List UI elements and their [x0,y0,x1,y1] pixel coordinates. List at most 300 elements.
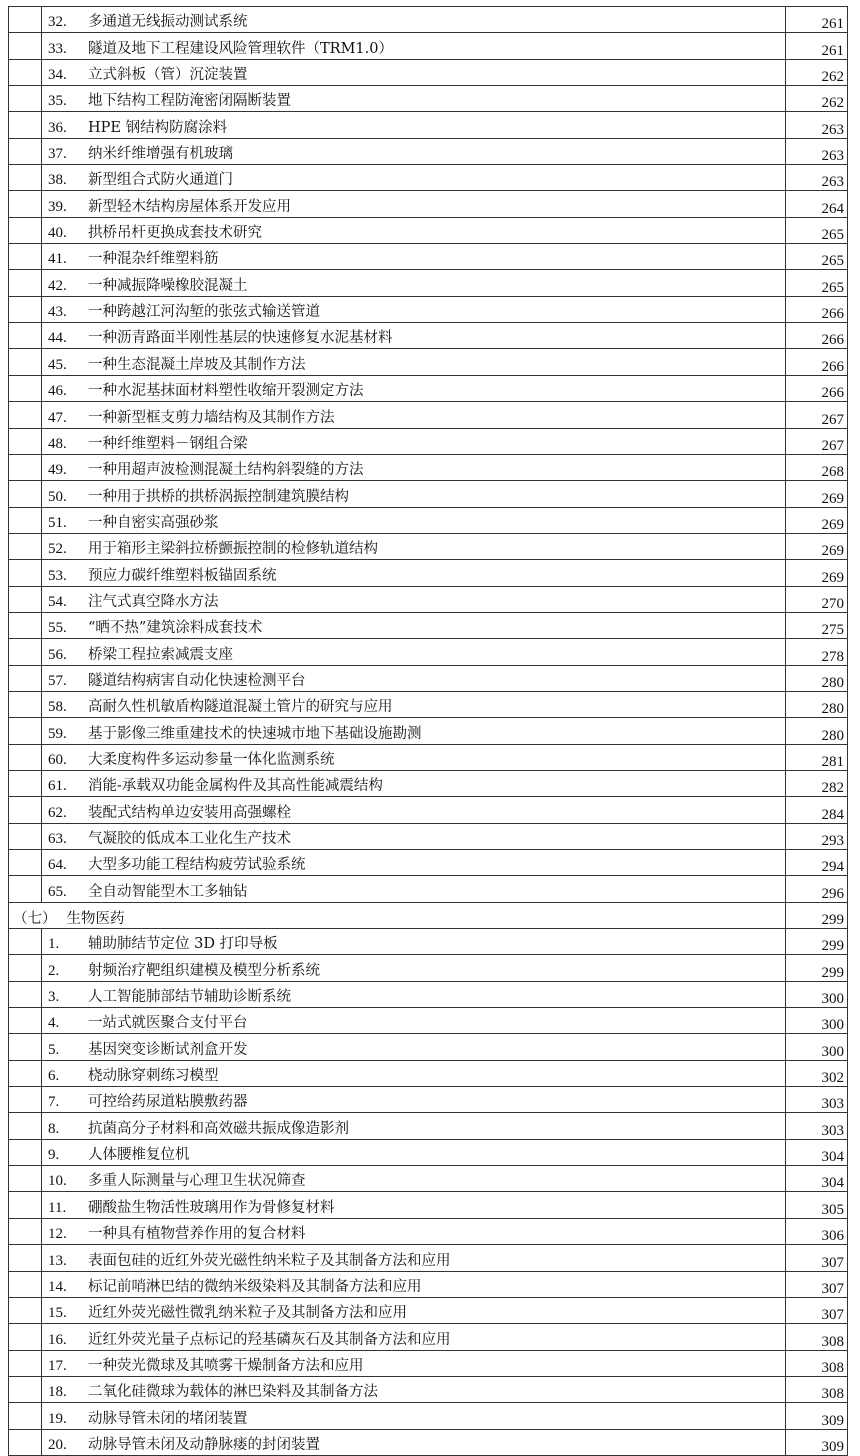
toc-entry-number: 42. [48,277,67,294]
toc-page-number: 265 [786,270,848,296]
toc-page-number: 300 [786,1034,848,1060]
toc-section-title: 生物医药 [66,910,125,927]
toc-row [9,1376,848,1402]
toc-row [9,1429,848,1455]
toc-page-number: 299 [786,929,848,955]
toc-page-number: 303 [786,1113,848,1139]
toc-indent-cell [9,296,42,322]
toc-page-number: 270 [786,586,848,612]
toc-indent-cell [9,86,42,112]
toc-indent-cell [9,1429,42,1455]
toc-entry-title: 基于影像三维重建技术的快速城市地下基础设施勘测 [88,725,422,742]
toc-entry-number: 58. [48,699,67,716]
toc-indent-cell [9,981,42,1007]
toc-row [9,1113,848,1139]
toc-entry-title: 表面包硅的近红外荧光磁性纳米粒子及其制备方法和应用 [88,1252,451,1269]
toc-indent-cell [9,33,42,59]
toc-entry-title: 一种生态混凝土岸坡及其制作方法 [88,356,306,373]
toc-page-number: 264 [786,191,848,217]
toc-entry-number: 48. [48,435,67,452]
toc-page-number: 296 [786,876,848,902]
toc-indent-cell [9,929,42,955]
toc-page-number: 278 [786,639,848,665]
toc-indent-cell [9,1324,42,1350]
toc-entry-number: 15. [48,1305,67,1322]
toc-entry-number: 13. [48,1252,67,1269]
toc-indent-cell [9,1271,42,1297]
toc-row [9,1087,848,1113]
toc-entry-number: 52. [48,541,67,558]
toc-entry-cell [42,1087,786,1113]
toc-entry-cell [42,244,786,270]
toc-entry-number: 50. [48,488,67,505]
toc-entry-title: 抗菌高分子材料和高效磁共振成像造影剂 [88,1120,349,1137]
toc-page-number: 266 [786,349,848,375]
toc-page-number: 281 [786,744,848,770]
toc-entry-cell [42,138,786,164]
toc-entry-title: 一种沥青路面半刚性基层的快速修复水泥基材料 [88,330,393,347]
toc-entry-cell [42,86,786,112]
toc-row [9,296,848,322]
toc-entry-title: 辅助肺结节定位 3D 打印导板 [88,936,278,953]
toc-entry-number: 56. [48,646,67,663]
toc-row [9,375,848,401]
toc-page-number: 304 [786,1166,848,1192]
toc-page-number: 307 [786,1271,848,1297]
toc-indent-cell [9,1166,42,1192]
toc-page-number: 307 [786,1297,848,1323]
toc-entry-cell [42,7,786,33]
toc-indent-cell [9,586,42,612]
toc-indent-cell [9,665,42,691]
toc-page-number: 300 [786,1008,848,1034]
toc-entry-cell [42,1271,786,1297]
toc-page-number: 261 [786,7,848,33]
toc-entry-title: 可控给药尿道粘膜敷药器 [88,1094,248,1111]
toc-entry-number: 40. [48,225,67,242]
toc-row [9,876,848,902]
toc-entry-title: 一种荧光微球及其喷雾干燥制备方法和应用 [88,1357,364,1374]
toc-entry-title: 二氧化硅微球为载体的淋巴染料及其制备方法 [88,1384,378,1401]
toc-entry-cell [42,1166,786,1192]
toc-indent-cell [9,481,42,507]
toc-entry-cell [42,1008,786,1034]
toc-indent-cell [9,375,42,401]
toc-entry-number: 43. [48,304,67,321]
toc-page-number: 282 [786,770,848,796]
toc-indent-cell [9,349,42,375]
toc-entry-cell [42,507,786,533]
toc-page-number: 300 [786,981,848,1007]
toc-entry-number: 10. [48,1173,67,1190]
toc-indent-cell [9,7,42,33]
toc-page-number: 302 [786,1060,848,1086]
toc-page-number: 284 [786,797,848,823]
toc-entry-number: 39. [48,198,67,215]
toc-entry-cell [42,823,786,849]
toc-entry-number: 1. [48,936,60,953]
toc-entry-cell [42,165,786,191]
toc-entry-number: 54. [48,593,67,610]
toc-indent-cell [9,560,42,586]
toc-indent-cell [9,1218,42,1244]
toc-entry-title: 硼酸盐生物活性玻璃用作为骨修复材料 [88,1199,335,1216]
toc-entry-number: 55. [48,620,67,637]
toc-entry-title: 动脉导管未闭及动静脉瘘的封闭装置 [88,1436,320,1453]
toc-entry-number: 57. [48,672,67,689]
toc-row [9,560,848,586]
toc-indent-cell [9,955,42,981]
toc-row [9,507,848,533]
toc-indent-cell [9,191,42,217]
toc-entry-cell [42,1376,786,1402]
toc-entry-number: 38. [48,172,67,189]
toc-row [9,481,848,507]
toc-row [9,323,848,349]
toc-row [9,744,848,770]
toc-row [9,217,848,243]
toc-indent-cell [9,165,42,191]
toc-row [9,1403,848,1429]
toc-entry-cell [42,1324,786,1350]
toc-indent-cell [9,612,42,638]
toc-section-label: （七） [13,910,57,927]
toc-entry-cell [42,612,786,638]
toc-entry-cell [42,33,786,59]
toc-row [9,850,848,876]
toc-indent-cell [9,1245,42,1271]
toc-row [9,165,848,191]
toc-entry-title: 桡动脉穿刺练习模型 [88,1068,219,1085]
toc-entry-cell [42,1218,786,1244]
toc-row [9,33,848,59]
toc-entry-number: 17. [48,1357,67,1374]
toc-page-number: 266 [786,296,848,322]
toc-page-number: 308 [786,1376,848,1402]
toc-entry-cell [42,270,786,296]
toc-row [9,191,848,217]
toc-indent-cell [9,533,42,559]
toc-entry-cell [42,428,786,454]
toc-entry-cell [42,323,786,349]
toc-entry-number: 63. [48,831,67,847]
toc-indent-cell [9,1192,42,1218]
toc-entry-number: 6. [48,1068,60,1085]
toc-page-number: 308 [786,1324,848,1350]
toc-entry-number: 45. [48,356,67,373]
toc-entry-title: 桥梁工程拉索减震支座 [88,646,233,663]
toc-indent-cell [9,244,42,270]
toc-entry-cell [42,191,786,217]
toc-entry-number: 46. [48,383,67,400]
toc-entry-cell [42,1403,786,1429]
toc-page-number: 267 [786,428,848,454]
toc-entry-title: 立式斜板（管）沉淀装置 [88,67,248,84]
toc-entry-number: 61. [48,778,67,795]
toc-row [9,770,848,796]
toc-entry-title: 人体腰椎复位机 [88,1147,190,1164]
toc-indent-cell [9,850,42,876]
toc-page-number: 269 [786,560,848,586]
toc-row [9,718,848,744]
toc-indent-cell [9,270,42,296]
toc-page-number: 269 [786,533,848,559]
toc-entry-number: 9. [48,1147,60,1164]
toc-page-number: 267 [786,402,848,428]
toc-entry-title: 一种水泥基抹面材料塑性收缩开裂测定方法 [88,383,364,400]
toc-indent-cell [9,691,42,717]
toc-entry-title: 注气式真空降水方法 [88,593,219,610]
toc-entry-number: 65. [48,883,67,900]
toc-entry-title: 高耐久性机敏盾构隧道混凝土管片的研究与应用 [88,699,393,716]
toc-entry-title: 标记前哨淋巴结的微纳米级染料及其制备方法和应用 [88,1278,422,1295]
toc-row [9,1060,848,1086]
toc-entry-cell [42,533,786,559]
toc-entry-title: 消能-承载双功能金属构件及其高性能减震结构 [88,778,383,795]
toc-body [9,7,848,1456]
toc-row [9,586,848,612]
toc-row [9,612,848,638]
toc-row [9,244,848,270]
toc-entry-title: 一种跨越江河沟堑的张弦式输送管道 [88,304,320,321]
toc-row [9,1034,848,1060]
toc-entry-number: 4. [48,1015,60,1032]
toc-indent-cell [9,1113,42,1139]
toc-row [9,691,848,717]
toc-indent-cell [9,1008,42,1034]
toc-page-number: 275 [786,612,848,638]
toc-entry-number: 34. [48,67,67,84]
toc-entry-title: 新型轻木结构房屋体系开发应用 [88,198,291,215]
toc-indent-cell [9,1139,42,1165]
toc-entry-number: 16. [48,1331,67,1348]
toc-indent-cell [9,1350,42,1376]
toc-entry-cell [42,296,786,322]
toc-entry-number: 53. [48,567,67,584]
toc-entry-cell [42,59,786,85]
toc-page-number: 280 [786,718,848,744]
toc-entry-title: 预应力碳纤维塑料板锚固系统 [88,567,277,584]
toc-row [9,797,848,823]
toc-page-number: 263 [786,138,848,164]
toc-indent-cell [9,138,42,164]
toc-row [9,270,848,296]
toc-entry-cell [42,1139,786,1165]
toc-page-number: 265 [786,244,848,270]
toc-page-number: 294 [786,850,848,876]
toc-indent-cell [9,112,42,138]
toc-page-number: 308 [786,1350,848,1376]
toc-indent-cell [9,876,42,902]
toc-table [8,6,848,1456]
toc-entry-cell [42,1192,786,1218]
toc-entry-cell [42,1113,786,1139]
toc-row [9,138,848,164]
toc-entry-title: 隧道及地下工程建设风险管理软件（TRM1.0） [88,40,393,57]
toc-entry-number: 20. [48,1436,67,1453]
toc-entry-cell [42,1429,786,1455]
toc-page-number: 299 [786,955,848,981]
toc-entry-title: 气凝胶的低成本工业化生产技术 [88,831,291,847]
toc-entry-cell [42,691,786,717]
toc-page-number: 266 [786,323,848,349]
toc-page-number: 293 [786,823,848,849]
toc-entry-cell [42,349,786,375]
toc-entry-number: 12. [48,1226,67,1243]
toc-entry-cell [42,481,786,507]
toc-entry-number: 62. [48,804,67,821]
toc-entry-cell [42,718,786,744]
toc-entry-title: 多通道无线振动测试系统 [88,14,248,31]
toc-page-number: 307 [786,1245,848,1271]
toc-entry-title: 隧道结构病害自动化快速检测平台 [88,672,306,689]
toc-entry-title: 射频治疗靶组织建模及模型分析系统 [88,962,320,979]
toc-entry-cell [42,1350,786,1376]
toc-entry-number: 59. [48,725,67,742]
toc-row [9,1192,848,1218]
toc-indent-cell [9,744,42,770]
toc-entry-title: 基因突变诊断试剂盒开发 [88,1041,248,1058]
toc-page-number: 309 [786,1403,848,1429]
toc-entry-title: 大型多功能工程结构疲劳试验系统 [88,857,306,874]
toc-entry-cell [42,112,786,138]
toc-page-number: 280 [786,691,848,717]
toc-entry-cell [42,375,786,401]
toc-entry-number: 14. [48,1278,67,1295]
toc-entry-title: 全自动智能型木工多轴钻 [88,883,248,900]
toc-entry-number: 47. [48,409,67,426]
toc-indent-cell [9,823,42,849]
toc-entry-cell [42,744,786,770]
toc-page-number: 280 [786,665,848,691]
toc-page-number: 265 [786,217,848,243]
toc-entry-number: 2. [48,962,60,979]
toc-entry-number: 33. [48,40,67,57]
toc-entry-cell [42,1034,786,1060]
toc-indent-cell [9,639,42,665]
toc-entry-cell [42,1245,786,1271]
toc-row [9,59,848,85]
toc-entry-cell [42,1297,786,1323]
toc-page-number: 269 [786,481,848,507]
toc-entry-title: 一种纤维塑料－钢组合梁 [88,435,248,452]
toc-indent-cell [9,507,42,533]
toc-section-page: 299 [786,902,848,928]
toc-entry-number: 8. [48,1120,60,1137]
toc-row [9,955,848,981]
toc-indent-cell [9,718,42,744]
toc-row [9,1297,848,1323]
toc-entry-title: 纳米纤维增强有机玻璃 [88,146,233,163]
toc-entry-title: 一种减振降噪橡胶混凝土 [88,277,248,294]
toc-entry-title: 地下结构工程防淹密闭隔断装置 [88,93,291,110]
toc-entry-cell [42,850,786,876]
toc-page-number: 261 [786,33,848,59]
toc-row [9,1324,848,1350]
toc-row [9,665,848,691]
toc-entry-title: 新型组合式防火通道门 [88,172,233,189]
toc-indent-cell [9,323,42,349]
toc-row [9,1245,848,1271]
toc-entry-number: 19. [48,1410,67,1427]
toc-entry-number: 11. [48,1199,67,1216]
toc-entry-cell [42,797,786,823]
toc-page-number: 266 [786,375,848,401]
toc-entry-number: 36. [48,119,67,136]
toc-page-number: 306 [786,1218,848,1244]
toc-entry-cell [42,639,786,665]
toc-indent-cell [9,1297,42,1323]
toc-page-number: 263 [786,112,848,138]
toc-entry-cell [42,955,786,981]
toc-entry-number: 35. [48,93,67,110]
toc-entry-title: 用于箱形主梁斜拉桥颤振控制的检修轨道结构 [88,541,378,558]
toc-row [9,1218,848,1244]
toc-entry-title: 一种用于拱桥的拱桥涡振控制建筑膜结构 [88,488,349,505]
toc-entry-number: 51. [48,514,67,531]
toc-row [9,402,848,428]
toc-indent-cell [9,770,42,796]
toc-entry-cell [42,770,786,796]
toc-page-number: 263 [786,165,848,191]
toc-indent-cell [9,217,42,243]
toc-row [9,86,848,112]
toc-indent-cell [9,402,42,428]
toc-page-number: 262 [786,86,848,112]
toc-entry-number: 41. [48,251,67,268]
toc-entry-number: 7. [48,1094,60,1111]
toc-page-number: 304 [786,1139,848,1165]
toc-indent-cell [9,1060,42,1086]
toc-entry-title: 大柔度构件多运动参量一体化监测系统 [88,751,335,768]
toc-page-number: 262 [786,59,848,85]
toc-row [9,1271,848,1297]
toc-indent-cell [9,454,42,480]
toc-entry-cell [42,929,786,955]
toc-indent-cell [9,797,42,823]
toc-entry-cell [42,665,786,691]
toc-entry-cell [42,876,786,902]
toc-row [9,1139,848,1165]
toc-entry-number: 37. [48,146,67,163]
toc-page-number: 305 [786,1192,848,1218]
toc-row [9,349,848,375]
toc-entry-cell [42,217,786,243]
toc-entry-title: HPE 钢结构防腐涂料 [88,119,228,136]
toc-entry-title: 一种用超声波检测混凝土结构斜裂缝的方法 [88,462,364,479]
toc-entry-number: 44. [48,330,67,347]
toc-entry-cell [42,402,786,428]
toc-row [9,7,848,33]
toc-indent-cell [9,59,42,85]
toc-page-number: 269 [786,507,848,533]
toc-row [9,1008,848,1034]
toc-entry-title: 一种混杂纤维塑料筋 [88,251,219,268]
toc-entry-number: 18. [48,1384,67,1401]
toc-entry-title: 动脉导管未闭的堵闭装置 [88,1410,248,1427]
toc-row [9,112,848,138]
toc-row [9,929,848,955]
toc-entry-title: 拱桥吊杆更换成套技术研究 [88,225,262,242]
toc-page-number: 303 [786,1087,848,1113]
toc-row [9,533,848,559]
toc-entry-number: 49. [48,462,67,479]
toc-page-number: 309 [786,1429,848,1455]
toc-row [9,1350,848,1376]
toc-entry-number: 60. [48,751,67,768]
toc-row [9,823,848,849]
toc-indent-cell [9,428,42,454]
